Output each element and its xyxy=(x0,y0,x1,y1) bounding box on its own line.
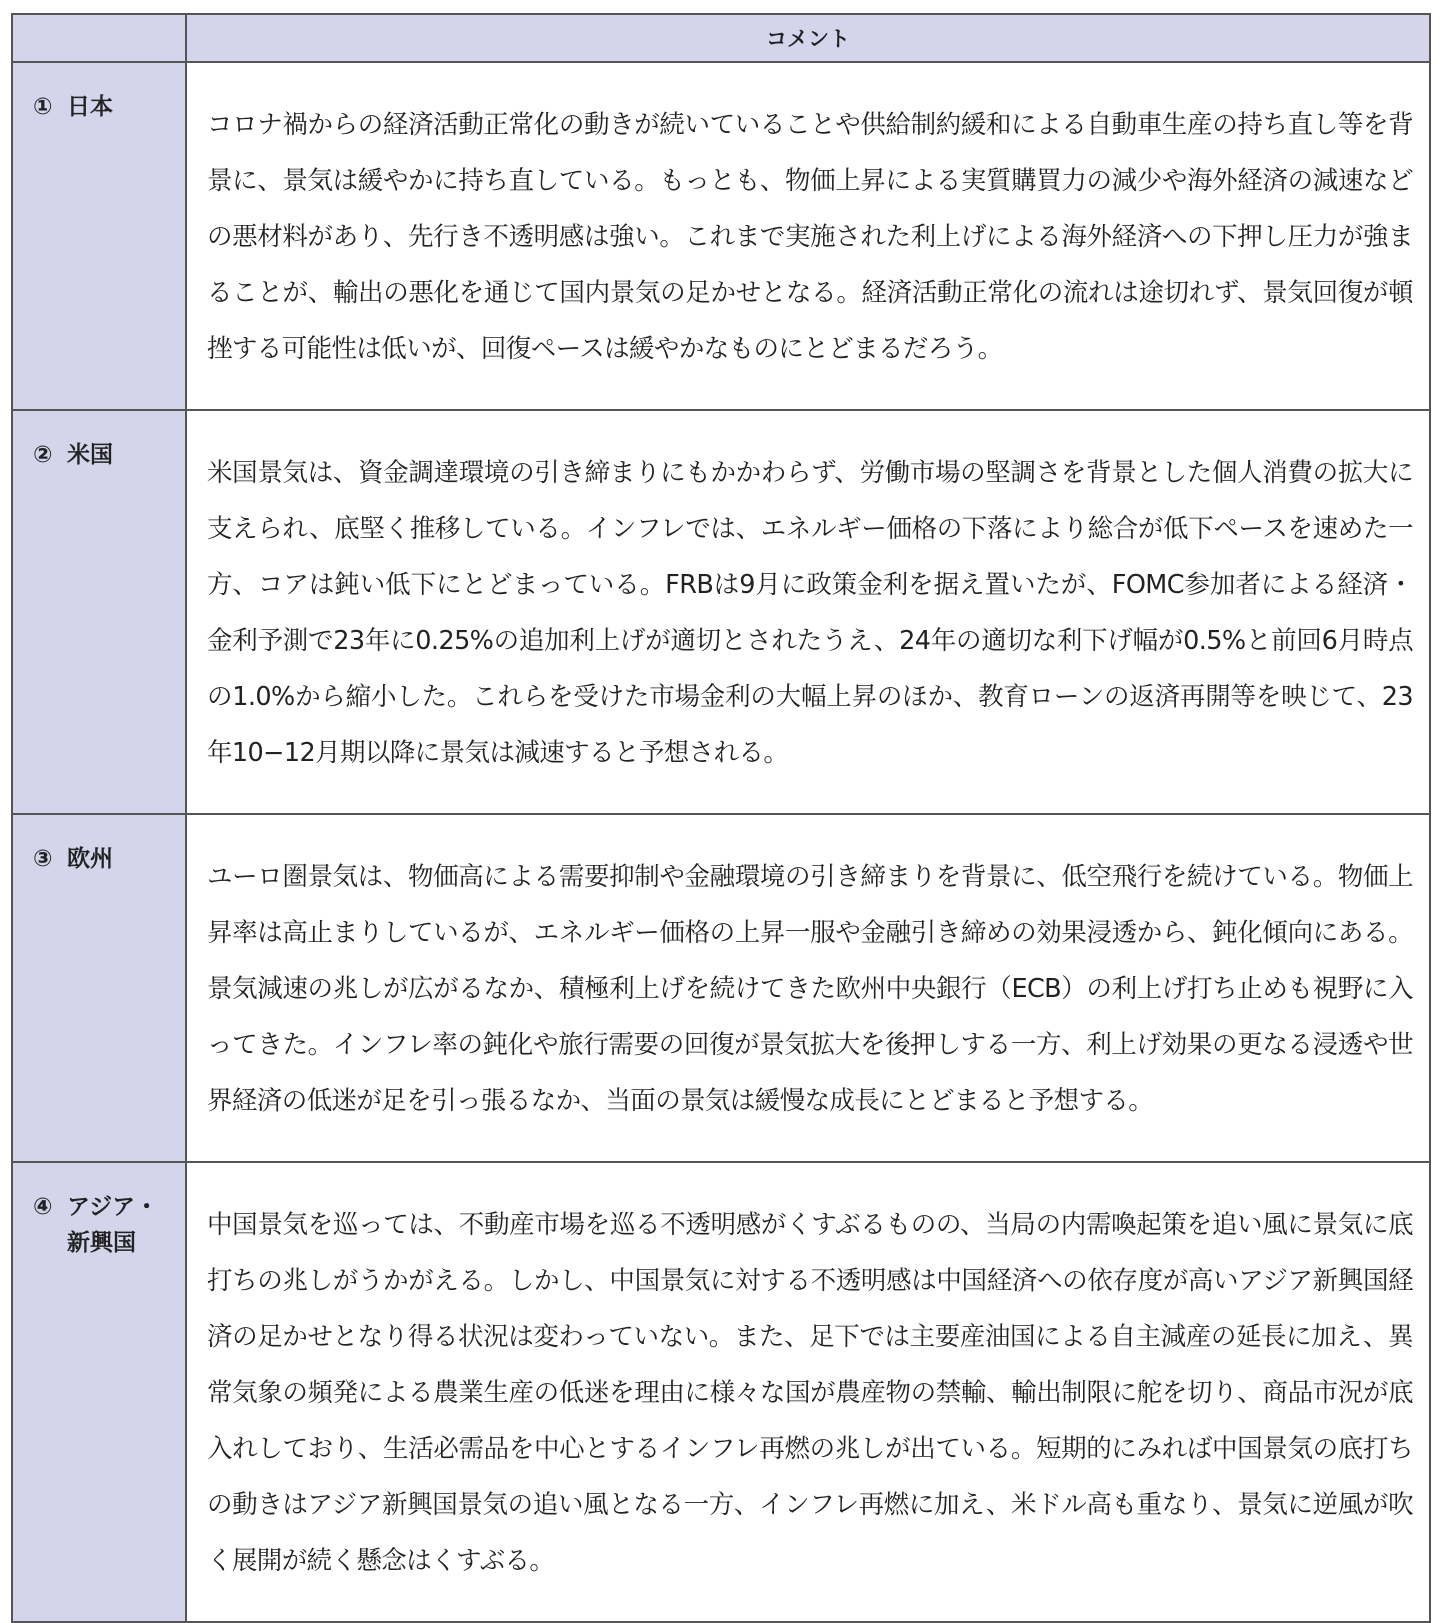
region-number: ① xyxy=(33,94,53,120)
region-label-us xyxy=(12,410,186,814)
region-number: ④ xyxy=(33,1194,53,1220)
table-row-asia-emerging xyxy=(12,1162,1430,1622)
header-comment-cell: コメント xyxy=(186,14,1430,62)
region-number: ② xyxy=(33,442,53,468)
table-row-japan xyxy=(12,62,1430,410)
region-label-japan xyxy=(12,62,186,410)
region-name: 日本 xyxy=(67,94,113,120)
outlook-comment-table xyxy=(11,13,1431,1623)
comment-asia-emerging: 中国景気を巡っては、不動産市場を巡る不透明感がくすぶるものの、当局の内需喚起策を追い風に景気に底打ちの兆しがうかがえる。しかし、中国景気に対する不透明感は中国経済への依存度が高いアジア新興国経済の足かせとなり得る状況は変わっていない。また、足下では主要産油国による自主減産の延長に加え、異常気象の頻発による農業生産の低迷を理由に様々な国が農産物の禁輸、輸出制限に舵を切り、商品市況が底入れしており、生活必需品を中心とするインフレ再燃の兆しが出ている。短期的にみれば中国景気の底打ちの動きはアジア新興国景気の追い風となる一方、インフレ再燃に加え、米ドル高も重なり、景気に逆風が吹く展開が続く懸念はくすぶる。 xyxy=(186,1162,1430,1622)
region-label-europe xyxy=(12,814,186,1162)
table-header-row xyxy=(12,14,1430,62)
comment-japan: コロナ禍からの経済活動正常化の動きが続いていることや供給制約緩和による自動車生産の持ち直し等を背景に、景気は緩やかに持ち直している。もっとも、物価上昇による実質購買力の減少や海外経済の減速などの悪材料があり、先行き不透明感は強い。これまで実施された利上げによる海外経済への下押し圧力が強まることが、輸出の悪化を通じて国内景気の足かせとなる。経済活動正常化の流れは途切れず、景気回復が頓挫する可能性は低いが、回復ペースは緩やかなものにとどまるだろう。 xyxy=(186,62,1430,410)
outlook-comment-table-container xyxy=(11,13,1429,1623)
comment-europe: ユーロ圏景気は、物価高による需要抑制や金融環境の引き締まりを背景に、低空飛行を続けている。物価上昇率は高止まりしているが、エネルギー価格の上昇一服や金融引き締めの効果浸透から、鈍化傾向にある。景気減速の兆しが広がるなか、積極利上げを続けてきた欧州中央銀行（ECB）の利上げ打ち止めも視野に入ってきた。インフレ率の鈍化や旅行需要の回復が景気拡大を後押しする一方、利上げ効果の更なる浸透や世界経済の低迷が足を引っ張るなか、当面の景気は緩慢な成長にとどまると予想する。 xyxy=(186,814,1430,1162)
header-label-cell xyxy=(12,14,186,62)
table-row-us xyxy=(12,410,1430,814)
comment-us: 米国景気は、資金調達環境の引き締まりにもかかわらず、労働市場の堅調さを背景とした個人消費の拡大に支えられ、底堅く推移している。インフレでは、エネルギー価格の下落により総合が低下ペースを速めた一方、コアは鈍い低下にとどまっている。FRBは9月に政策金利を据え置いたが、FOMC参加者による経済・金利予測で23年に0.25%の追加利上げが適切とされたうえ、24年の適切な利下げ幅が0.5%と前回6月時点の1.0%から縮小した。これらを受けた市場金利の大幅上昇のほか、教育ローンの返済再開等を映じて、23年10−12月期以降に景気は減速すると予想される。 xyxy=(186,410,1430,814)
region-number: ③ xyxy=(33,846,53,872)
region-label-asia-emerging xyxy=(12,1162,186,1622)
region-name: 米国 xyxy=(67,442,113,468)
region-name: アジア・新興国 xyxy=(67,1194,159,1256)
region-name: 欧州 xyxy=(67,846,113,872)
table-row-europe xyxy=(12,814,1430,1162)
